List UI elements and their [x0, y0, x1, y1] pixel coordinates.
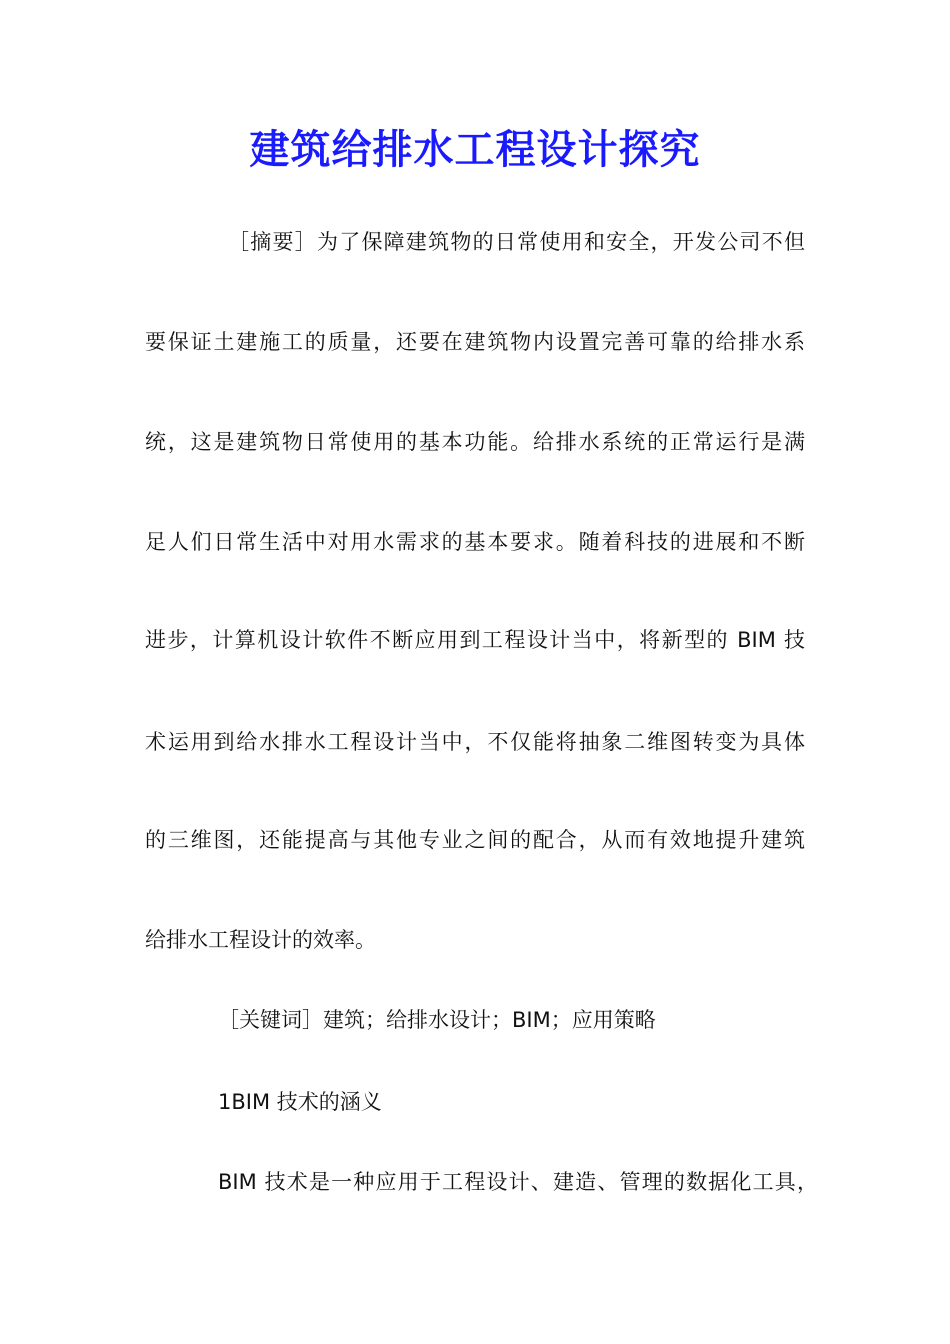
abstract-line-6: 术运用到给水排水工程设计当中，不仅能将抽象二维图转变为具体	[145, 730, 805, 754]
abstract-line-4: 足人们日常生活中对用水需求的基本要求。随着科技的进展和不断	[145, 530, 805, 554]
abstract-line-3: 统，这是建筑物日常使用的基本功能。给排水系统的正常运行是满	[145, 430, 805, 454]
abstract-line-7: 的三维图，还能提高与其他专业之间的配合，从而有效地提升建筑	[145, 828, 805, 852]
abstract-line-8: 给排水工程设计的效率。	[145, 928, 376, 952]
abstract-line-5: 进步，计算机设计软件不断应用到工程设计当中，将新型的 BIM 技	[145, 628, 805, 652]
keywords-line: ［关键词］建筑；给排水设计；BIM；应用策略	[218, 1008, 656, 1032]
document-title: 建筑给排水工程设计探究	[249, 126, 701, 173]
abstract-line-1: ［摘要］为了保障建筑物的日常使用和安全，开发公司不但	[228, 230, 805, 254]
abstract-line-2: 要保证土建施工的质量，还要在建筑物内设置完善可靠的给排水系	[145, 330, 805, 354]
body-paragraph-line: BIM 技术是一种应用于工程设计、建造、管理的数据化工具，	[218, 1170, 818, 1194]
section-heading: 1BIM 技术的涵义	[218, 1090, 382, 1114]
